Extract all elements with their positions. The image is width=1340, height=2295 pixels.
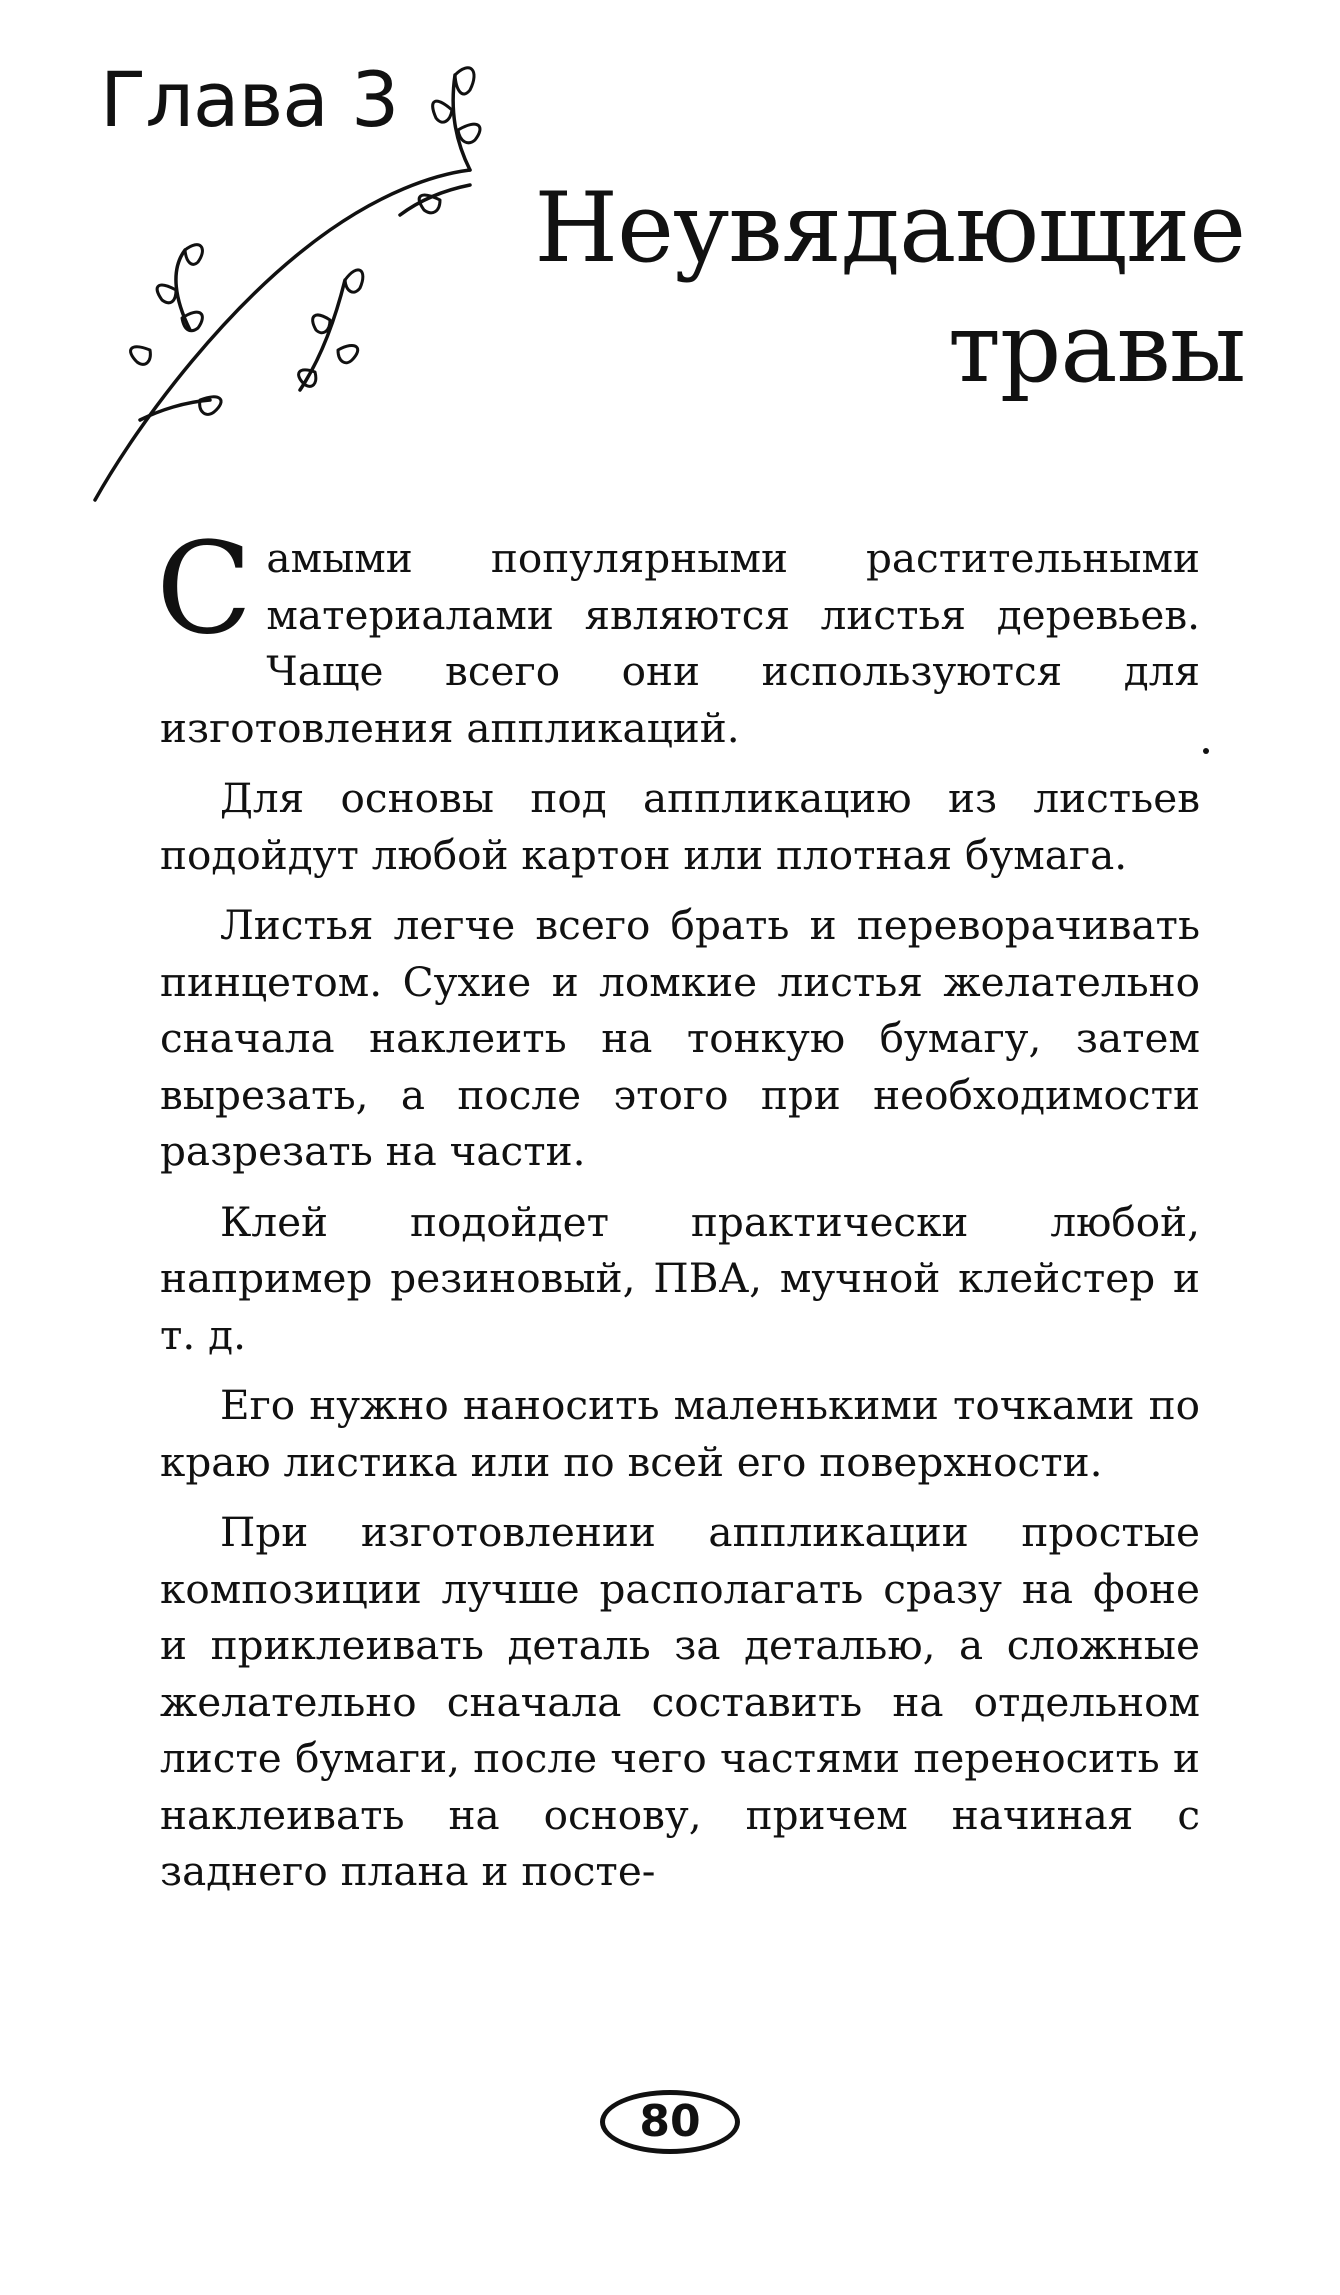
- paragraph-6: При изготовлении аппликации простые композиции лучше располагать сразу на фоне и приклеивать деталь за деталью, а сложные желательно сначала составить на отдельном листе бумаги, после чего частями переносить и наклеивать на основу, причем начиная с заднего плана и посте-: [160, 1508, 1200, 1895]
- chapter-title-line-2: травы: [947, 292, 1245, 404]
- chapter-title-line-1: Неувядающие: [534, 172, 1245, 284]
- paragraph-4: Клей подойдет практически любой, например резиновый, ПВА, мучной клейстер и т. д.: [160, 1197, 1200, 1359]
- body-text: [156, 515, 1200, 1914]
- paragraph-2: Для основы под аппликацию из листьев подойдут любой картон или плотная бумага.: [160, 774, 1200, 879]
- chapter-label: Глава 3: [100, 55, 399, 144]
- print-speck: [1203, 748, 1209, 754]
- chapter-title: [534, 168, 1245, 408]
- paragraph-3: Листья легче всего брать и переворачивать пинцетом. Сухие и ломкие листья желательно сначала наклеить на тонкую бумагу, затем вырезать, а после этого при необходимости разрезать на части.: [160, 901, 1200, 1175]
- page-number: 80: [600, 2090, 740, 2154]
- paragraph-1: [156, 515, 1200, 756]
- paragraph-5: Его нужно наносить маленькими точками по краю листика или по всей его поверхности.: [160, 1381, 1200, 1486]
- leafy-branches-icon: [0, 0, 600, 520]
- drop-cap: С: [156, 515, 253, 662]
- paragraph-1-text: амыми популярными растительными материалами являются листья деревьев. Чаще всего они используются для изготовления аппликаций.: [160, 534, 1200, 752]
